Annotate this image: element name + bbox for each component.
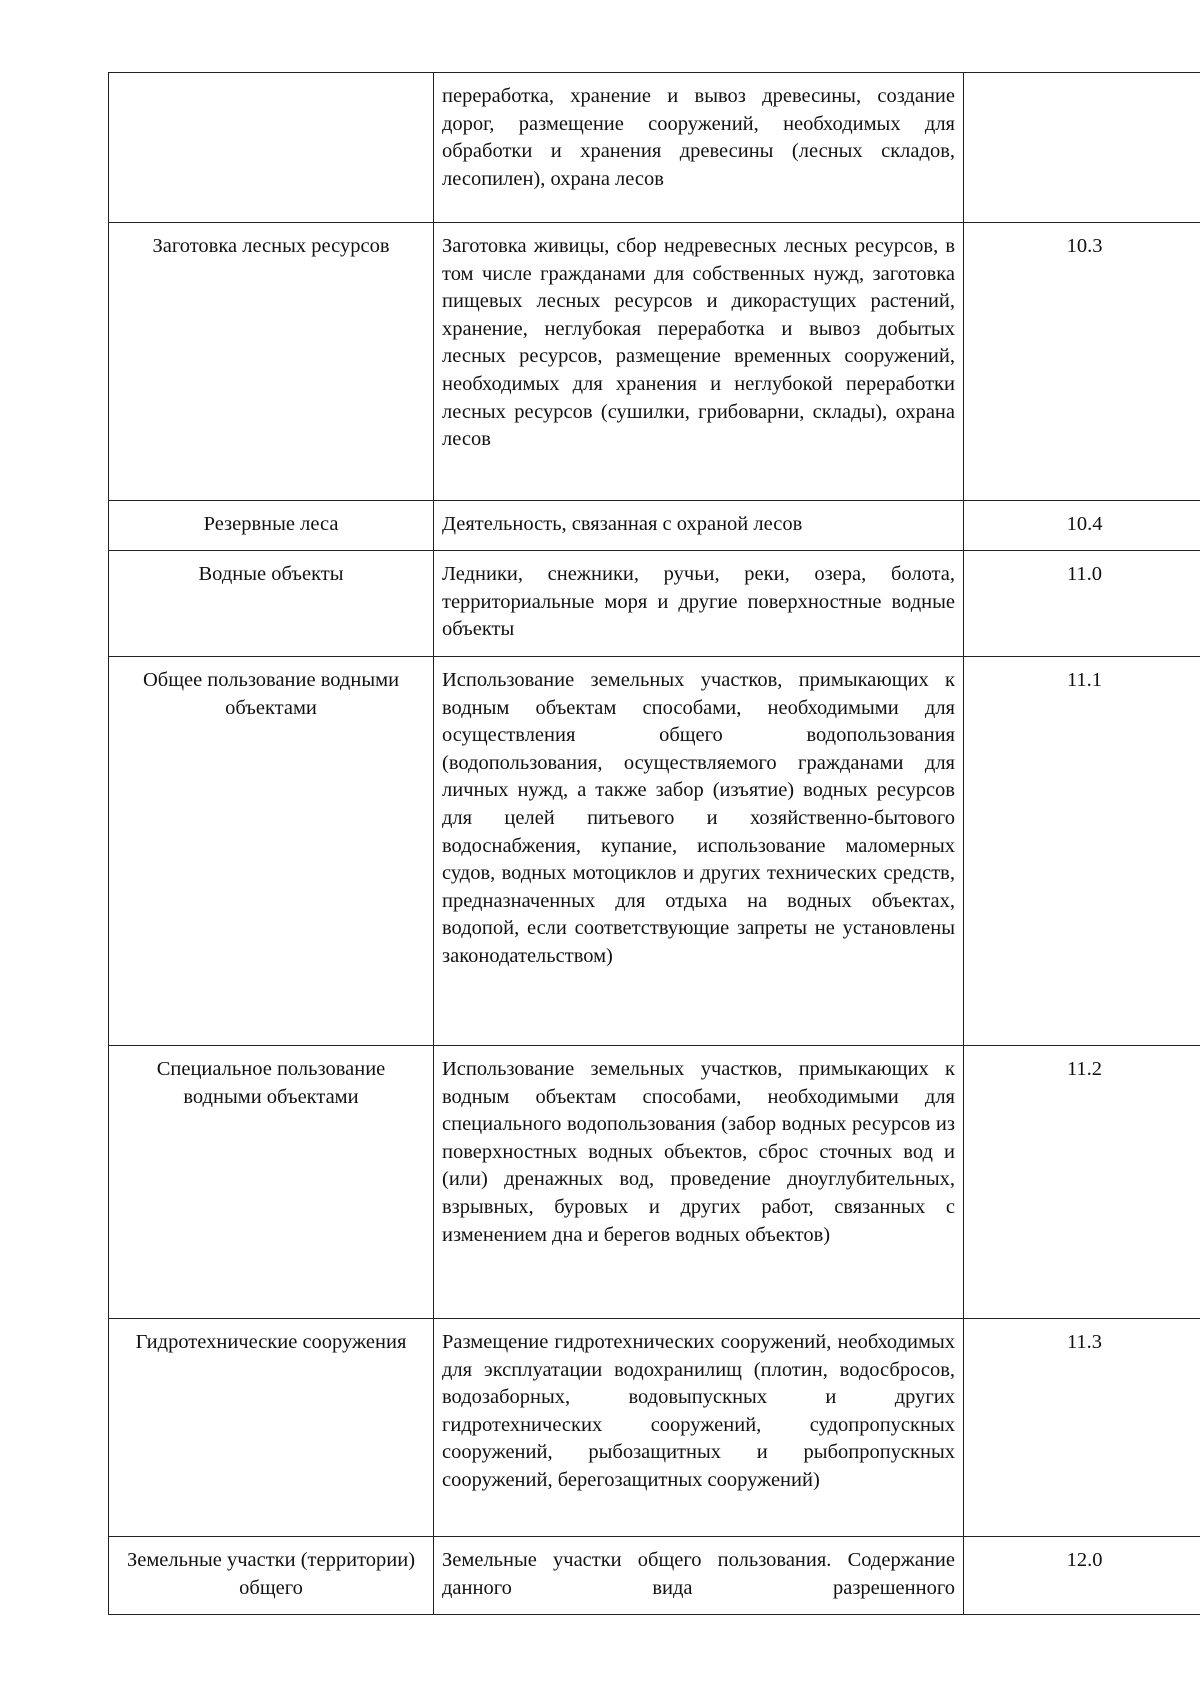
row-description-cell <box>434 73 964 223</box>
row-code-cell: 10.3 <box>964 223 1200 501</box>
row-name-cell: Земельные участки (территории) общего <box>109 1537 434 1615</box>
table-row <box>109 1319 1200 1537</box>
row-name-cell: Гидротехнические сооружения <box>109 1319 434 1537</box>
row-description-cell <box>434 1537 964 1615</box>
table-row <box>109 501 1200 551</box>
table-row <box>109 73 1200 223</box>
row-description-cell <box>434 1319 964 1537</box>
land-use-table <box>108 72 1200 1615</box>
row-description-cell <box>434 1046 964 1319</box>
row-name-cell: Специальное пользование водными объектами <box>109 1046 434 1319</box>
row-name-cell: Заготовка лесных ресурсов <box>109 223 434 501</box>
row-code-cell: 10.4 <box>964 501 1200 551</box>
row-name-cell <box>109 73 434 223</box>
row-description-text: Использование земельных участков, примыкающих к водным объектам способами, необходимыми для специального водопользования (забор водных ресурсов из поверхностных водных объектов, сброс сточных вод и (или) дренажных вод, проведение дноуглубительных, взрывных, буровых и других работ, связанных с изменением дна и берегов водных объектов) <box>442 1058 955 1246</box>
row-code-cell: 12.0 <box>964 1537 1200 1615</box>
row-description-text: Деятельность, связанная с охраной лесов <box>442 513 803 535</box>
row-code-cell: 11.0 <box>964 551 1200 657</box>
table-row <box>109 223 1200 501</box>
row-description-text: Ледники, снежники, ручьи, реки, озера, болота, территориальные моря и другие поверхностные водные объекты <box>442 563 955 641</box>
row-description-cell <box>434 501 964 551</box>
row-description-cell <box>434 657 964 1046</box>
row-description-text: Земельные участки общего пользования. Содержание данного вида разрешенного <box>442 1549 955 1599</box>
table-row <box>109 551 1200 657</box>
row-description-text: Заготовка живицы, сбор недревесных лесных ресурсов, в том числе гражданами для собственных нужд, заготовка пищевых лесных ресурсов и дикорастущих растений, хранение, неглубокая переработка и вывоз добытых лесных ресурсов, размещение временных сооружений, необходимых для хранения и неглубокой переработки лесных ресурсов (сушилки, грибоварни, склады), охрана лесов <box>442 235 955 451</box>
row-code-cell: 11.2 <box>964 1046 1200 1319</box>
table-row <box>109 1537 1200 1615</box>
row-name-cell: Общее пользование водными объектами <box>109 657 434 1046</box>
table-row <box>109 657 1200 1046</box>
row-name-cell: Резервные леса <box>109 501 434 551</box>
row-description-text: Размещение гидротехнических сооружений, необходимых для эксплуатации водохранилищ (плотин, водосбросов, водозаборных, водовыпускных и других гидротехнических сооружений, судопропускных сооружений, рыбозащитных и рыбопропускных сооружений, берегозащитных сооружений) <box>442 1331 955 1491</box>
row-description-cell <box>434 223 964 501</box>
row-code-cell <box>964 73 1200 223</box>
row-code-cell: 11.1 <box>964 657 1200 1046</box>
row-name-cell: Водные объекты <box>109 551 434 657</box>
row-description-cell <box>434 551 964 657</box>
row-description-text: Использование земельных участков, примыкающих к водным объектам способами, необходимыми для осуществления общего водопользования (водопользования, осуществляемого гражданами для личных нужд, а также забор (изъятие) водных ресурсов для целей питьевого и хозяйственно-бытового водоснабжения, купание, использование маломерных судов, водных мотоциклов и других технических средств, предназначенных для отдыха на водных объектах, водопой, если соответствующие запреты не установлены законодательством) <box>442 669 955 967</box>
row-code-cell: 11.3 <box>964 1319 1200 1537</box>
row-description-text: переработка, хранение и вывоз древесины, создание дорог, размещение сооружений, необходимых для обработки и хранения древесины (лесных складов, лесопилен), охрана лесов <box>442 85 955 190</box>
table-row <box>109 1046 1200 1319</box>
